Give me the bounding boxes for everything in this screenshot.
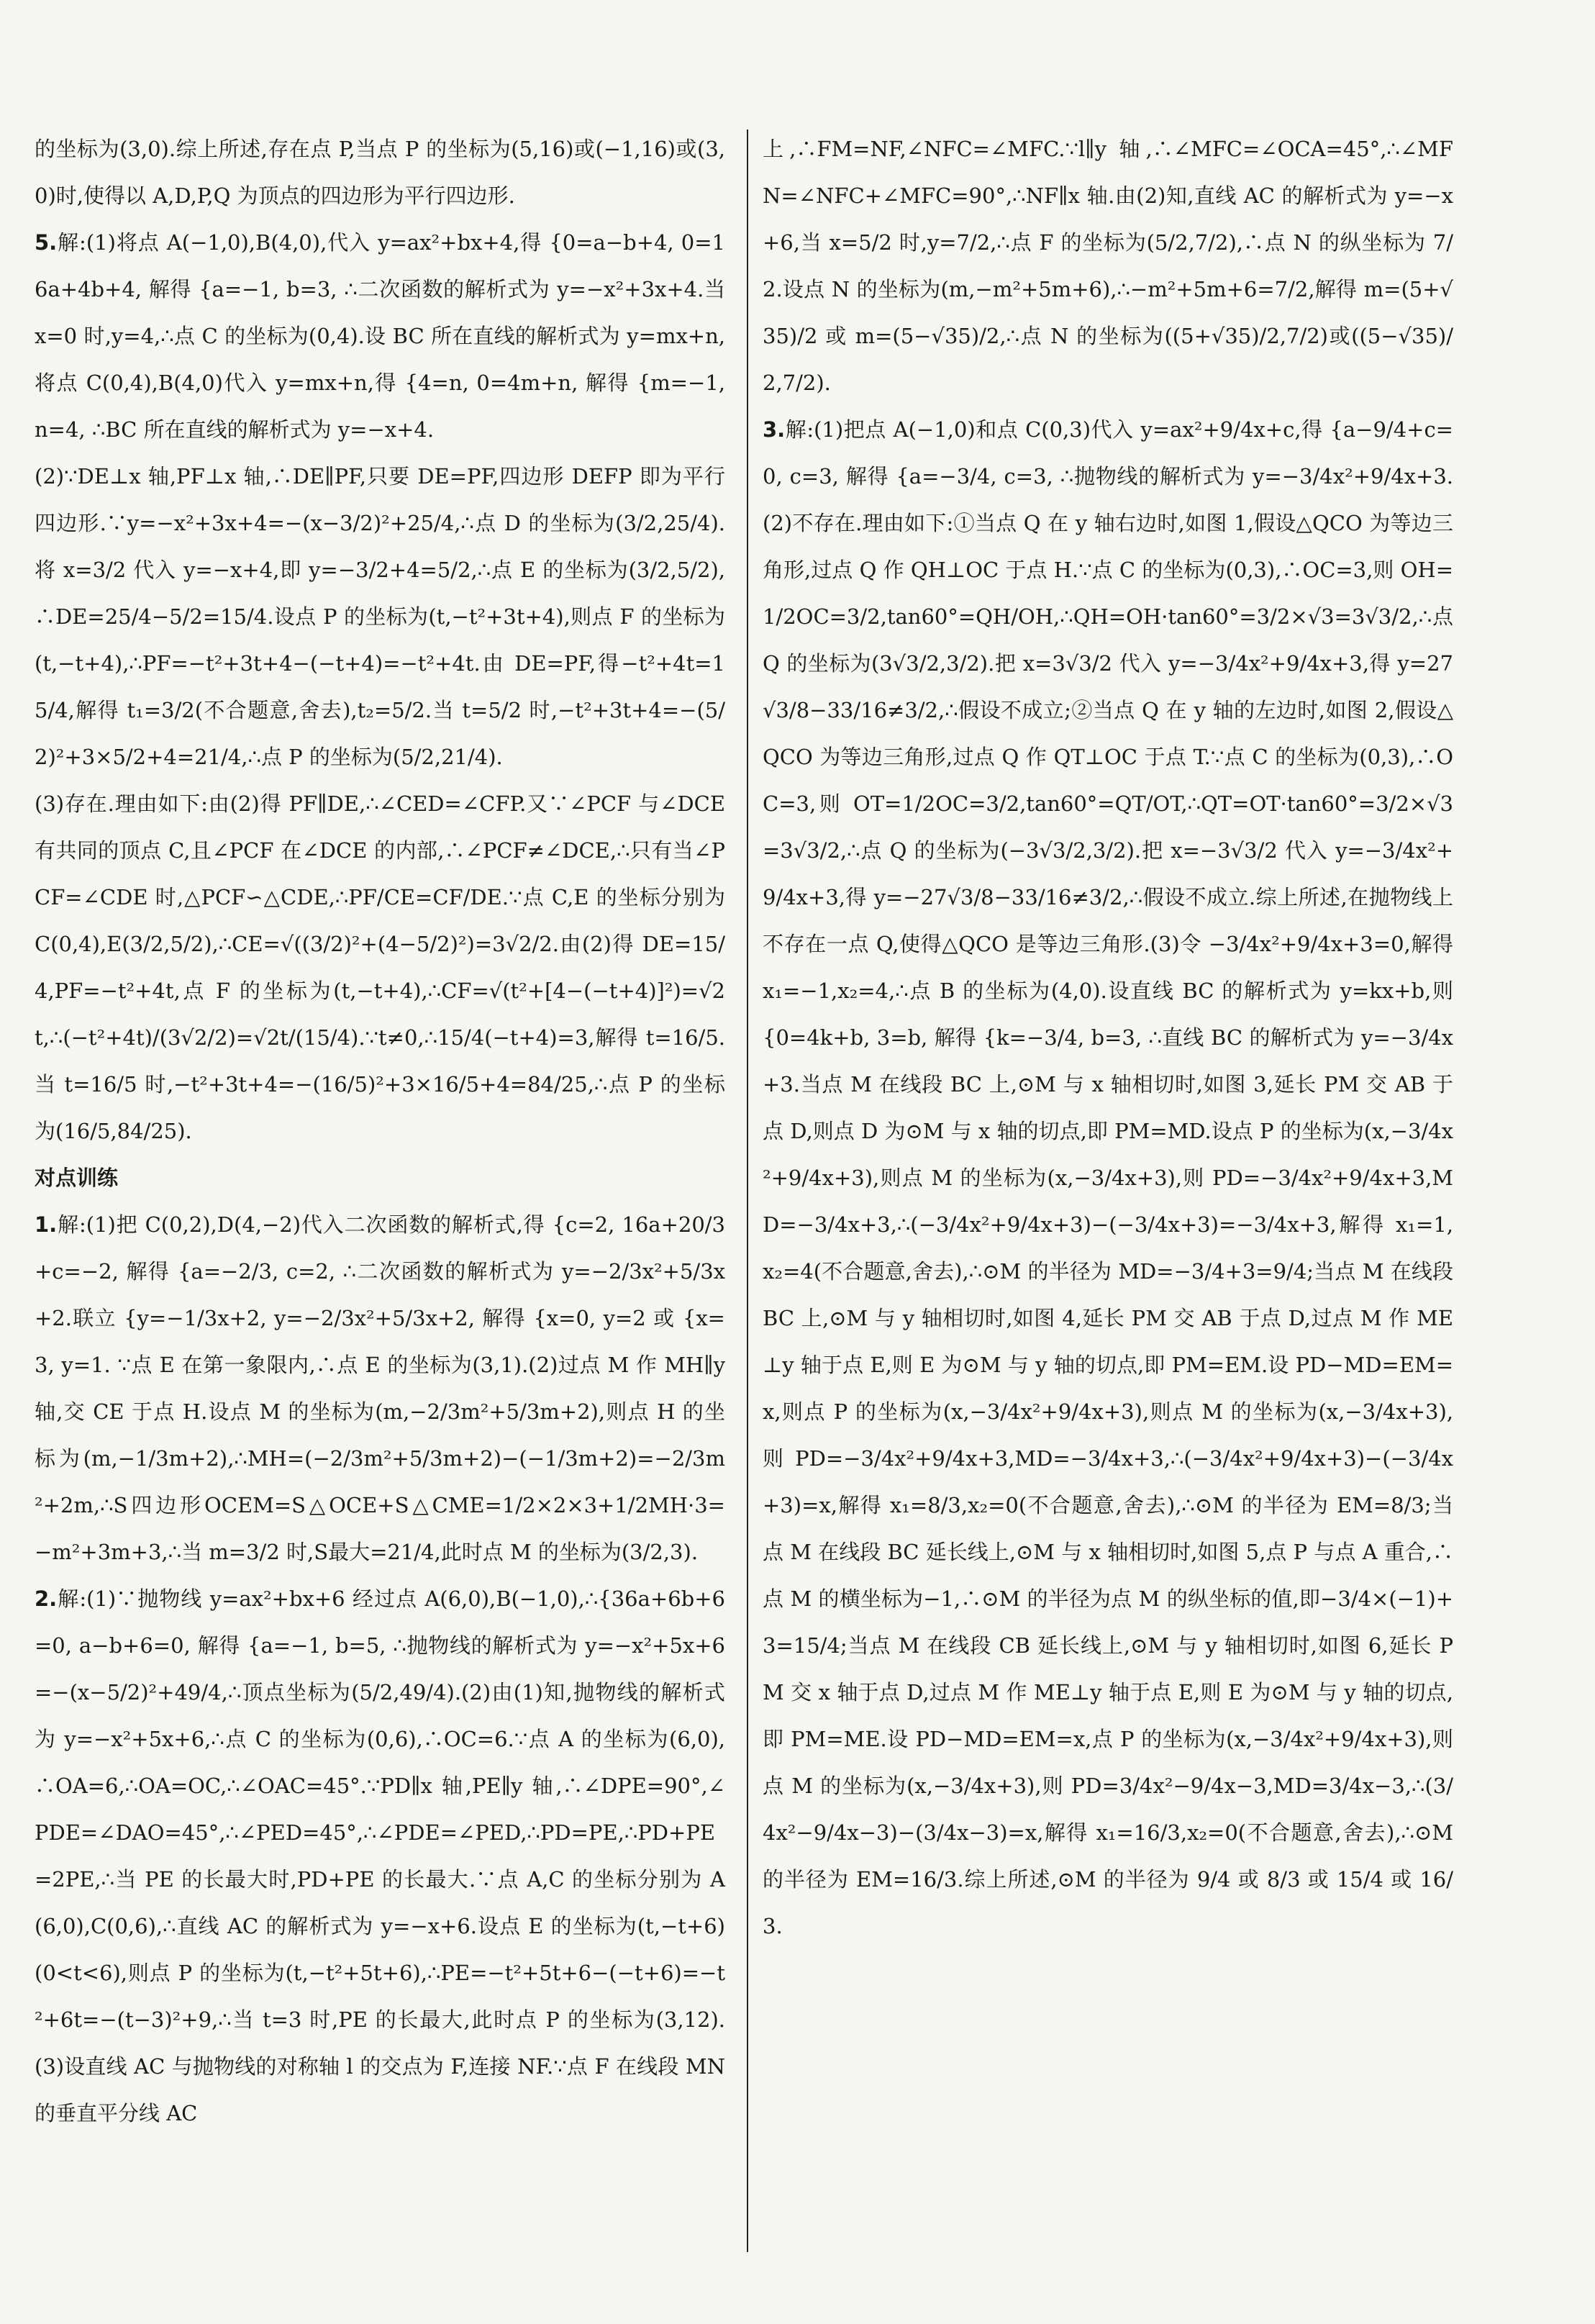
problem-number: 1. [35, 1212, 58, 1237]
problem-text: 解:(1)∵抛物线 y=ax²+bx+6 经过点 A(6,0),B(−1,0),∴{36a+6b+6=0, a−b+6=0, 解得 {a=−1, b=5, ∴抛物线的解析式为 y=−x²+5x+6=−(x−5/2)²+49/4,∴顶点坐标为(5/2,49/4).(2)由(1)知,抛物线的解析式为 y=−x²+5x+6,∴点 C 的坐标为(0,6),∴OC=6.∵点 A 的坐标为(6,0),∴OA=6,∴OA=OC,∴∠OAC=45°.∵PD∥x 轴,PE∥y 轴,∴∠DPE=90°,∠PDE=∠DAO=45°,∴∠PED=45°,∴∠PDE=∠PED,∴PD=PE,∴PD+PE=2PE,∴当 PE 的长最大时,PD+PE 的长最大.∵点 A,C 的坐标分别为 A(6,0),C(0,6),∴直线 AC 的解析式为 y=−x+6.设点 E 的坐标为(t,−t+6)(0<t<6),则点 P 的坐标为(t,−t²+5t+6),∴PE=−t²+5t+6−(−t+6)=−t²+6t=−(t−3)²+9,∴当 t=3 时,PE 的长最大,此时点 P 的坐标为(3,12).(3)设直线 AC 与抛物线的对称轴 l 的交点为 F,连接 NF.∵点 F 在线段 MN 的垂直平分线 AC [35, 1587, 725, 2125]
section-heading: 对点训练 [35, 1166, 119, 1190]
problem-text: 解:(1)把 C(0,2),D(4,−2)代入二次函数的解析式,得 {c=2, 16a+20/3+c=−2, 解得 {a=−2/3, c=2, ∴二次函数的解析式为 y=−2/3x²+5/3x+2.联立 {y=−1/3x+2, y=−2/3x²+5/3x+2, 解得 {x=0, y=2 或 {x=3, y=1. ∵点 E 在第一象限内,∴点 E 的坐标为(3,1).(2)过点 M 作 MH∥y 轴,交 CE 于点 H.设点 M 的坐标为(m,−2/3m²+5/3m+2),则点 H 的坐标为(m,−1/3m+2),∴MH=(−2/3m²+5/3m+2)−(−1/3m+2)=−2/3m²+2m,∴S四边形OCEM=S△OCE+S△CME=1/2×2×3+1/2MH·3=−m²+3m+3,∴当 m=3/2 时,S最大=21/4,此时点 M 的坐标为(3/2,3). [35, 1212, 725, 1564]
right-column [763, 126, 1453, 1950]
left-column [35, 126, 725, 2137]
paragraph: 上,∴FM=NF,∠NFC=∠MFC.∵l∥y 轴,∴∠MFC=∠OCA=45°,∴∠MFN=∠NFC+∠MFC=90°,∴NF∥x 轴.由(2)知,直线 AC 的解析式为 y=−x+6,当 x=5/2 时,y=7/2,∴点 F 的坐标为(5/2,7/2),∴点 N 的纵坐标为 7/2.设点 N 的坐标为(m,−m²+5m+6),∴−m²+5m+6=7/2,解得 m=(5+√35)/2 或 m=(5−√35)/2,∴点 N 的坐标为((5+√35)/2,7/2)或((5−√35)/2,7/2). [763, 137, 1453, 395]
problem-number: 5. [35, 230, 58, 255]
problem-number: 2. [35, 1587, 58, 1611]
paragraph: 的坐标为(3,0).综上所述,存在点 P,当点 P 的坐标为(5,16)或(−1,16)或(3,0)时,使得以 A,D,P,Q 为顶点的四边形为平行四边形. [35, 137, 725, 208]
problem-text: 解:(1)把点 A(−1,0)和点 C(0,3)代入 y=ax²+9/4x+c,得 {a−9/4+c=0, c=3, 解得 {a=−3/4, c=3, ∴抛物线的解析式为 y=−3/4x²+9/4x+3.(2)不存在.理由如下:①当点 Q 在 y 轴右边时,如图 1,假设△QCO 为等边三角形,过点 Q 作 QH⊥OC 于点 H.∵点 C 的坐标为(0,3),∴OC=3,则 OH=1/2OC=3/2,tan60°=QH/OH,∴QH=OH·tan60°=3/2×√3=3√3/2,∴点 Q 的坐标为(3√3/2,3/2).把 x=3√3/2 代入 y=−3/4x²+9/4x+3,得 y=27√3/8−33/16≠3/2,∴假设不成立;②当点 Q 在 y 轴的左边时,如图 2,假设△QCO 为等边三角形,过点 Q 作 QT⊥OC 于点 T.∵点 C 的坐标为(0,3),∴OC=3,则 OT=1/2OC=3/2,tan60°=QT/OT,∴QT=OT·tan60°=3/2×√3=3√3/2,∴点 Q 的坐标为(−3√3/2,3/2).把 x=−3√3/2 代入 y=−3/4x²+9/4x+3,得 y=−27√3/8−33/16≠3/2,∴假设不成立.综上所述,在抛物线上不存在一点 Q,使得△QCO 是等边三角形.(3)令 −3/4x²+9/4x+3=0,解得 x₁=−1,x₂=4,∴点 B 的坐标为(4,0).设直线 BC 的解析式为 y=kx+b,则 {0=4k+b, 3=b, 解得 {k=−3/4, b=3, ∴直线 BC 的解析式为 y=−3/4x+3.当点 M 在线段 BC 上,⊙M 与 x 轴相切时,如图 3,延长 PM 交 AB 于点 D,则点 D 为⊙M 与 x 轴的切点,即 PM=MD.设点 P 的坐标为(x,−3/4x²+9/4x+3),则点 M 的坐标为(x,−3/4x+3),则 PD=−3/4x²+9/4x+3,MD=−3/4x+3,∴(−3/4x²+9/4x+3)−(−3/4x+3)=−3/4x+3,解得 x₁=1,x₂=4(不合题意,舍去),∴⊙M 的半径为 MD=−3/4+3=9/4;当点 M 在线段 BC 上,⊙M 与 y 轴相切时,如图 4,延长 PM 交 AB 于点 D,过点 M 作 ME⊥y 轴于点 E,则 E 为⊙M 与 y 轴的切点,即 PM=EM.设 PD−MD=EM=x,则点 P 的坐标为(x,−3/4x²+9/4x+3),则点 M 的坐标为(x,−3/4x+3),则 PD=−3/4x²+9/4x+3,MD=−3/4x+3,∴(−3/4x²+9/4x+3)−(−3/4x+3)=x,解得 x₁=8/3,x₂=0(不合题意,舍去),∴⊙M 的半径为 EM=8/3;当点 M 在线段 BC 延长线上,⊙M 与 x 轴相切时,如图 5,点 P 与点 A 重合,∴点 M 的横坐标为−1,∴⊙M 的半径为点 M 的纵坐标的值,即−3/4×(−1)+3=15/4;当点 M 在线段 CB 延长线上,⊙M 与 y 轴相切时,如图 6,延长 PM 交 x 轴于点 D,过点 M 作 ME⊥y 轴于点 E,则 E 为⊙M 与 y 轴的切点,即 PM=ME.设 PD−MD=EM=x,点 P 的坐标为(x,−3/4x²+9/4x+3),则点 M 的坐标为(x,−3/4x+3),则 PD=3/4x²−9/4x−3,MD=3/4x−3,∴(3/4x²−9/4x−3)−(3/4x−3)=x,解得 x₁=16/3,x₂=0(不合题意,舍去),∴⊙M 的半径为 EM=16/3.综上所述,⊙M 的半径为 9/4 或 8/3 或 15/4 或 16/3. [763, 417, 1453, 1938]
problem-2 [35, 1576, 725, 2137]
column-divider [747, 130, 748, 2252]
paragraph: (3)存在.理由如下:由(2)得 PF∥DE,∴∠CED=∠CFP.又∵∠PCF 与∠DCE 有共同的顶点 C,且∠PCF 在∠DCE 的内部,∴∠PCF≠∠DCE,∴只有当∠PCF=∠CDE 时,△PCF∽△CDE,∴PF/CE=CF/DE.∵点 C,E 的坐标分别为 C(0,4),E(3/2,5/2),∴CE=√((3/2)²+(4−5/2)²)=3√2/2.由(2)得 DE=15/4,PF=−t²+4t,点 F 的坐标为(t,−t+4),∴CF=√(t²+[4−(−t+4)]²)=√2 t,∴(−t²+4t)/(3√2/2)=√2t/(15/4).∵t≠0,∴15/4(−t+4)=3,解得 t=16/5.当 t=16/5 时,−t²+3t+4=−(16/5)²+3×16/5+4=84/25,∴点 P 的坐标为(16/5,84/25). [35, 791, 725, 1143]
problem-5 [35, 219, 725, 453]
paragraph: (2)∵DE⊥x 轴,PF⊥x 轴,∴DE∥PF,只要 DE=PF,四边形 DEFP 即为平行四边形.∵y=−x²+3x+4=−(x−3/2)²+25/4,∴点 D 的坐标为(3/2,25/4).将 x=3/2 代入 y=−x+4,即 y=−3/2+4=5/2,∴点 E 的坐标为(3/2,5/2),∴DE=25/4−5/2=15/4.设点 P 的坐标为(t,−t²+3t+4),则点 F 的坐标为(t,−t+4),∴PF=−t²+3t+4−(−t+4)=−t²+4t.由 DE=PF,得−t²+4t=15/4,解得 t₁=3/2(不合题意,舍去),t₂=5/2.当 t=5/2 时,−t²+3t+4=−(5/2)²+3×5/2+4=21/4,∴点 P 的坐标为(5/2,21/4). [35, 464, 725, 769]
problem-1 [35, 1202, 725, 1576]
problem-3 [763, 407, 1453, 1950]
problem-text: 解:(1)将点 A(−1,0),B(4,0),代入 y=ax²+bx+4,得 {0=a−b+4, 0=16a+4b+4, 解得 {a=−1, b=3, ∴二次函数的解析式为 y=−x²+3x+4.当 x=0 时,y=4,∴点 C 的坐标为(0,4).设 BC 所在直线的解析式为 y=mx+n,将点 C(0,4),B(4,0)代入 y=mx+n,得 {4=n, 0=4m+n, 解得 {m=−1, n=4, ∴BC 所在直线的解析式为 y=−x+4. [35, 230, 725, 442]
problem-number: 3. [763, 417, 786, 442]
